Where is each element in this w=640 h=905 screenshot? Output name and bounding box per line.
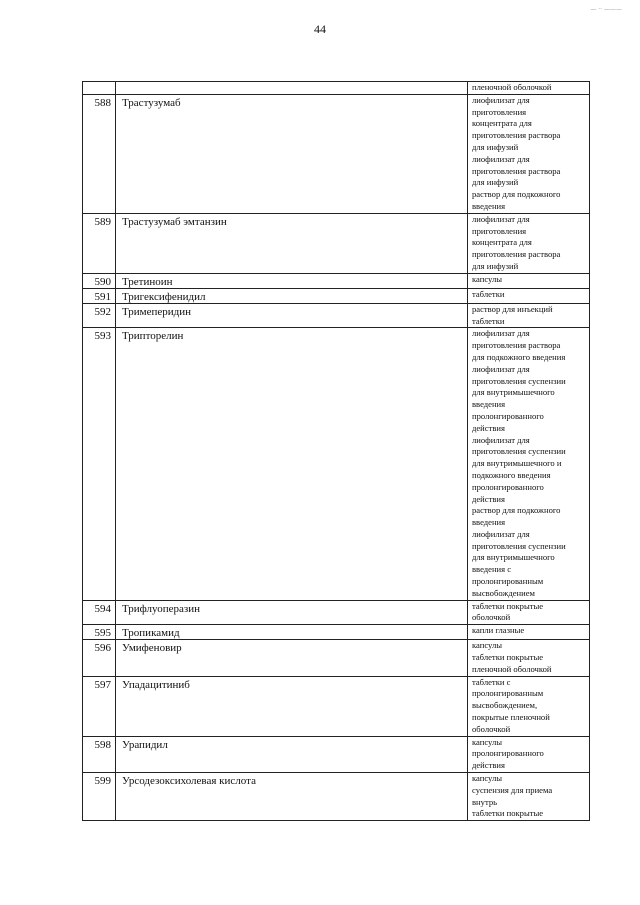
drug-name: Урапидил <box>116 736 468 772</box>
dosage-form-line: лиофилизат для <box>472 94 530 105</box>
dosage-form-line: таблетки покрытые <box>472 600 544 611</box>
dosage-form-line: подкожного введения <box>472 469 551 480</box>
dosage-form-line: таблетки с <box>472 676 511 687</box>
dosage-form-line: приготовления <box>472 225 527 236</box>
table-row <box>83 328 590 600</box>
drug-name: Трифлуоперазин <box>116 600 468 625</box>
dosage-form-line: высвобождением <box>472 587 535 598</box>
dosage-form-line: пленочной оболочкой <box>472 82 552 92</box>
dosage-forms <box>468 600 590 625</box>
table-row <box>83 94 590 213</box>
table-row <box>83 213 590 273</box>
drug-name: Умифеновир <box>116 640 468 676</box>
dosage-forms <box>468 773 590 821</box>
dosage-form-line: пролонгированным <box>472 576 544 587</box>
table-row <box>83 625 590 640</box>
dosage-form-line: для внутримышечного <box>472 552 555 563</box>
dosage-form-line: покрытые пленочной <box>472 712 550 723</box>
dosage-form-line: раствор для подкожного <box>472 505 561 516</box>
row-number <box>83 82 116 95</box>
dosage-form-line: действия <box>472 422 505 433</box>
dosage-form-line: капсулы <box>472 640 503 651</box>
dosage-form-line: внутрь <box>472 796 498 807</box>
dosage-form-line: для подкожного введения <box>472 351 566 362</box>
row-number: 590 <box>83 273 116 288</box>
table-row <box>83 736 590 772</box>
drug-name: Тримеперидин <box>116 303 468 328</box>
dosage-forms <box>468 288 590 303</box>
drug-name: Урсодезоксихолевая кислота <box>116 773 468 821</box>
row-number: 598 <box>83 736 116 772</box>
dosage-form-line: пролонгированного <box>472 410 544 421</box>
row-number: 595 <box>83 625 116 640</box>
dosage-form-line: раствор для подкожного <box>472 189 561 200</box>
drug-name: Тригексифенидил <box>116 288 468 303</box>
row-number: 594 <box>83 600 116 625</box>
table-row <box>83 640 590 676</box>
corner-mark: — ·· ——— <box>590 6 622 13</box>
dosage-forms <box>468 625 590 640</box>
dosage-form-line: таблетки покрытые <box>472 808 544 819</box>
drug-table-body <box>83 82 590 821</box>
dosage-form-line: для инфузий <box>472 177 519 188</box>
dosage-form-line: капли глазные <box>472 625 525 636</box>
drug-name: Третиноин <box>116 273 468 288</box>
dosage-form-line: капсулы <box>472 773 503 784</box>
drug-name: Трастузумаб <box>116 94 468 213</box>
drug-name <box>116 82 468 95</box>
page-number: 44 <box>314 22 326 36</box>
dosage-forms <box>468 736 590 772</box>
table-row <box>83 288 590 303</box>
dosage-form-line: концентрата для <box>472 118 532 129</box>
dosage-form-line: введения с <box>472 564 512 575</box>
dosage-form-line: действия <box>472 493 505 504</box>
dosage-form-line: действия <box>472 760 505 771</box>
table-row <box>83 600 590 625</box>
dosage-form-line: лиофилизат для <box>472 153 530 164</box>
dosage-form-line: для инфузий <box>472 260 519 271</box>
dosage-form-line: суспензия для приема <box>472 784 553 795</box>
dosage-form-line: введения <box>472 517 506 528</box>
dosage-form-line: пролонгированным <box>472 688 544 699</box>
dosage-form-line: приготовления суспензии <box>472 446 566 457</box>
row-number: 593 <box>83 328 116 600</box>
table-row <box>83 273 590 288</box>
dosage-form-line: пролонгированного <box>472 748 544 759</box>
dosage-form-line: пролонгированного <box>472 481 544 492</box>
dosage-form-line: приготовления <box>472 106 527 117</box>
dosage-form-line: для инфузий <box>472 141 519 152</box>
dosage-forms <box>468 676 590 736</box>
drug-name: Тропикамид <box>116 625 468 640</box>
table-row <box>83 303 590 328</box>
dosage-forms <box>468 213 590 273</box>
dosage-form-line: лиофилизат для <box>472 434 530 445</box>
dosage-form-line: таблетки покрытые <box>472 652 544 663</box>
dosage-form-line: оболочкой <box>472 612 511 623</box>
dosage-form-line: капсулы <box>472 736 503 747</box>
row-number: 589 <box>83 213 116 273</box>
row-number: 599 <box>83 773 116 821</box>
table-row <box>83 82 590 95</box>
dosage-form-line: оболочкой <box>472 723 511 734</box>
dosage-forms <box>468 94 590 213</box>
dosage-form-line: для внутримышечного <box>472 387 555 398</box>
dosage-form-line: лиофилизат для <box>472 363 530 374</box>
dosage-forms <box>468 82 590 95</box>
dosage-form-line: приготовления раствора <box>472 249 561 260</box>
row-number: 592 <box>83 303 116 328</box>
drug-name: Трастузумаб эмтанзин <box>116 213 468 273</box>
dosage-forms <box>468 640 590 676</box>
dosage-form-line: введения <box>472 399 506 410</box>
drug-name: Упадацитиниб <box>116 676 468 736</box>
dosage-form-line: приготовления суспензии <box>472 375 566 386</box>
dosage-form-line: лиофилизат для <box>472 328 530 339</box>
dosage-form-line: высвобождением, <box>472 700 538 711</box>
dosage-forms <box>468 328 590 600</box>
dosage-form-line: введения <box>472 200 506 211</box>
row-number: 597 <box>83 676 116 736</box>
row-number: 588 <box>83 94 116 213</box>
dosage-form-line: приготовления раствора <box>472 340 561 351</box>
dosage-forms <box>468 303 590 328</box>
dosage-forms <box>468 273 590 288</box>
dosage-form-line: лиофилизат для <box>472 528 530 539</box>
dosage-form-line: приготовления суспензии <box>472 540 566 551</box>
row-number: 591 <box>83 288 116 303</box>
dosage-form-line: таблетки <box>472 288 505 299</box>
dosage-form-line: лиофилизат для <box>472 213 530 224</box>
row-number: 596 <box>83 640 116 676</box>
table-row <box>83 773 590 821</box>
drug-table <box>82 81 590 821</box>
dosage-form-line: концентрата для <box>472 237 532 248</box>
dosage-form-line: для внутримышечного и <box>472 458 562 469</box>
dosage-form-line: таблетки <box>472 315 505 326</box>
dosage-form-line: пленочной оболочкой <box>472 663 552 674</box>
dosage-form-line: капсулы <box>472 273 503 284</box>
dosage-form-line: приготовления раствора <box>472 165 561 176</box>
table-row <box>83 676 590 736</box>
dosage-form-line: приготовления раствора <box>472 130 561 141</box>
drug-name: Трипторелин <box>116 328 468 600</box>
dosage-form-line: раствор для инъекций <box>472 303 553 314</box>
